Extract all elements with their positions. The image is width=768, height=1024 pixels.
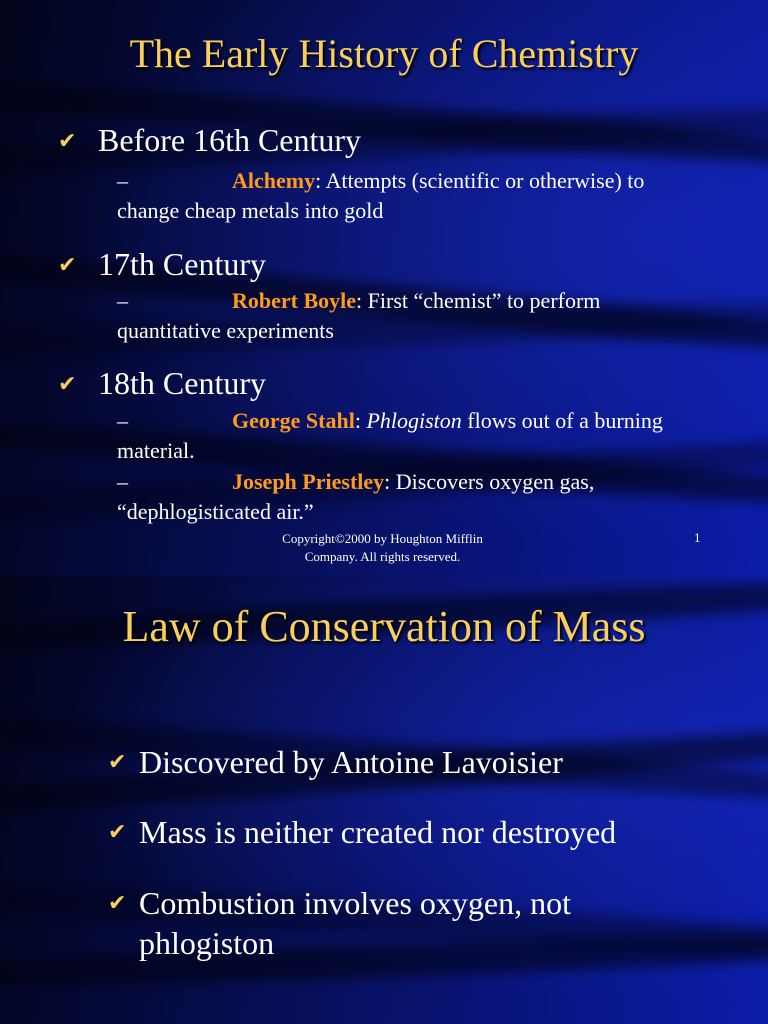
checkmark-icon: ✔ bbox=[108, 819, 127, 844]
checkmark-icon: ✔ bbox=[58, 371, 77, 396]
bullet-text: Combustion involves oxygen, not phlogiston bbox=[139, 885, 571, 961]
page-number: 1 bbox=[694, 530, 701, 545]
sub-bullet bbox=[117, 166, 707, 226]
term-highlight: Robert Boyle bbox=[232, 288, 357, 313]
bullet-heading: Before 16th Century bbox=[98, 122, 362, 158]
checkmark-icon: ✔ bbox=[108, 890, 127, 915]
dash-marker: – bbox=[117, 469, 128, 494]
slide-title: Law of Conservation of Mass bbox=[122, 602, 646, 651]
bullet-heading: 18th Century bbox=[98, 365, 266, 401]
dash-marker: – bbox=[117, 288, 128, 313]
sub-bullet bbox=[117, 467, 707, 527]
term-highlight: Alchemy bbox=[232, 168, 316, 193]
dash-marker: – bbox=[117, 408, 128, 433]
term-highlight: George Stahl bbox=[232, 408, 355, 433]
sub-bullet-italic: Phlogiston bbox=[366, 408, 462, 433]
sub-bullet bbox=[117, 286, 707, 346]
checkmark-icon: ✔ bbox=[58, 128, 77, 153]
term-highlight: Joseph Priestley bbox=[232, 469, 385, 494]
checkmark-icon: ✔ bbox=[58, 252, 77, 277]
sub-bullet-text: flows out of a burning material. bbox=[117, 408, 663, 463]
bullet-text: Mass is neither created nor destroyed bbox=[139, 814, 617, 850]
dash-marker: – bbox=[117, 168, 128, 193]
bullet-heading: 17th Century bbox=[98, 246, 266, 282]
sub-bullet-text: : bbox=[354, 408, 367, 433]
slide-title: The Early History of Chemistry bbox=[129, 31, 639, 76]
sub-bullet-text: : First “chemist” to perform quantitative experiments bbox=[117, 288, 601, 343]
checkmark-icon: ✔ bbox=[108, 749, 127, 774]
bullet-text: Discovered by Antoine Lavoisier bbox=[139, 744, 563, 780]
sub-bullet bbox=[117, 406, 707, 466]
sub-bullet-text: : Discovers oxygen gas, “dephlogisticated air.” bbox=[117, 469, 595, 524]
slide-2 bbox=[0, 576, 768, 1024]
copyright-footer: Copyright©2000 by Houghton Mifflin Company. All rights reserved. bbox=[282, 531, 483, 564]
sub-bullet-text: : Attempts (scientific or otherwise) to change cheap metals into gold bbox=[117, 168, 645, 223]
